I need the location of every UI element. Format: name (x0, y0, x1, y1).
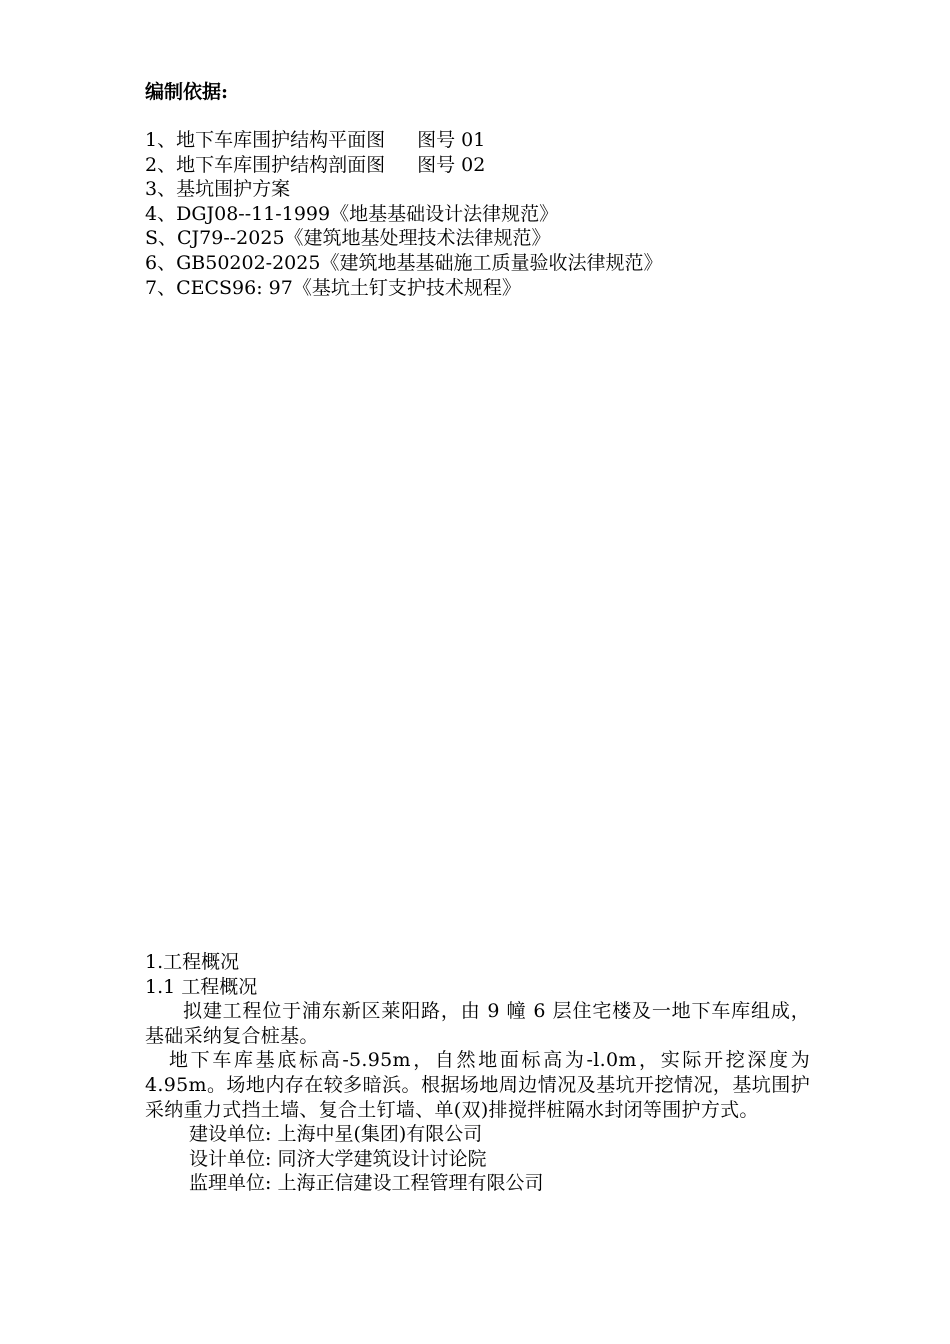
design-unit: 设计单位: 同济大学建筑设计讨论院 (189, 1147, 487, 1170)
drawing-number: 图号 02 (417, 153, 486, 176)
reference-list (145, 128, 810, 300)
reference-item: 4、DGJ08--11-1999《地基基础设计法律规范》 (145, 202, 559, 225)
reference-item (145, 153, 810, 178)
subsection-heading: 1.1 工程概况 (145, 975, 258, 998)
basis-title: 编制依据: (145, 81, 229, 103)
reference-item: S、CJ79--2025《建筑地基处理技术法律规范》 (145, 227, 551, 250)
overview-paragraph: 拟建工程位于浦东新区莱阳路，由 9 幢 6 层住宅楼及一地下车库组成，基础采纳复合桩基。 (145, 1000, 810, 1047)
section-heading: 1.工程概况 (145, 951, 240, 973)
reference-text: 1、地下车库围护结构平面图 (145, 129, 386, 151)
reference-item: 6、GB50202-2025《建筑地基基础施工质量验收法律规范》 (145, 251, 663, 274)
reference-item (145, 128, 810, 153)
reference-item: 7、CECS96: 97《基坑土钉支护技术规程》 (145, 276, 521, 299)
drawing-number: 图号 01 (417, 129, 486, 151)
overview-paragraph: 地下车库基底标高-5.95m，自然地面标高为-l.0m，实际开挖深度为 4.95m。场地内存在较多暗浜。根据场地周边情况及基坑开挖情况，基坑围护采纳重力式挡土墙、复合土钉墙、单(双)排搅拌桩隔水封闭等围护方式。 (145, 1049, 810, 1121)
supervision-unit: 监理单位: 上海正信建设工程管理有限公司 (189, 1172, 544, 1195)
construction-unit: 建设单位: 上海中星(集团)有限公司 (189, 1123, 483, 1146)
reference-item: 3、基坑围护方案 (145, 178, 291, 201)
reference-text: 2、地下车库围护结构剖面图 (145, 153, 386, 176)
project-overview-section (145, 950, 810, 1196)
